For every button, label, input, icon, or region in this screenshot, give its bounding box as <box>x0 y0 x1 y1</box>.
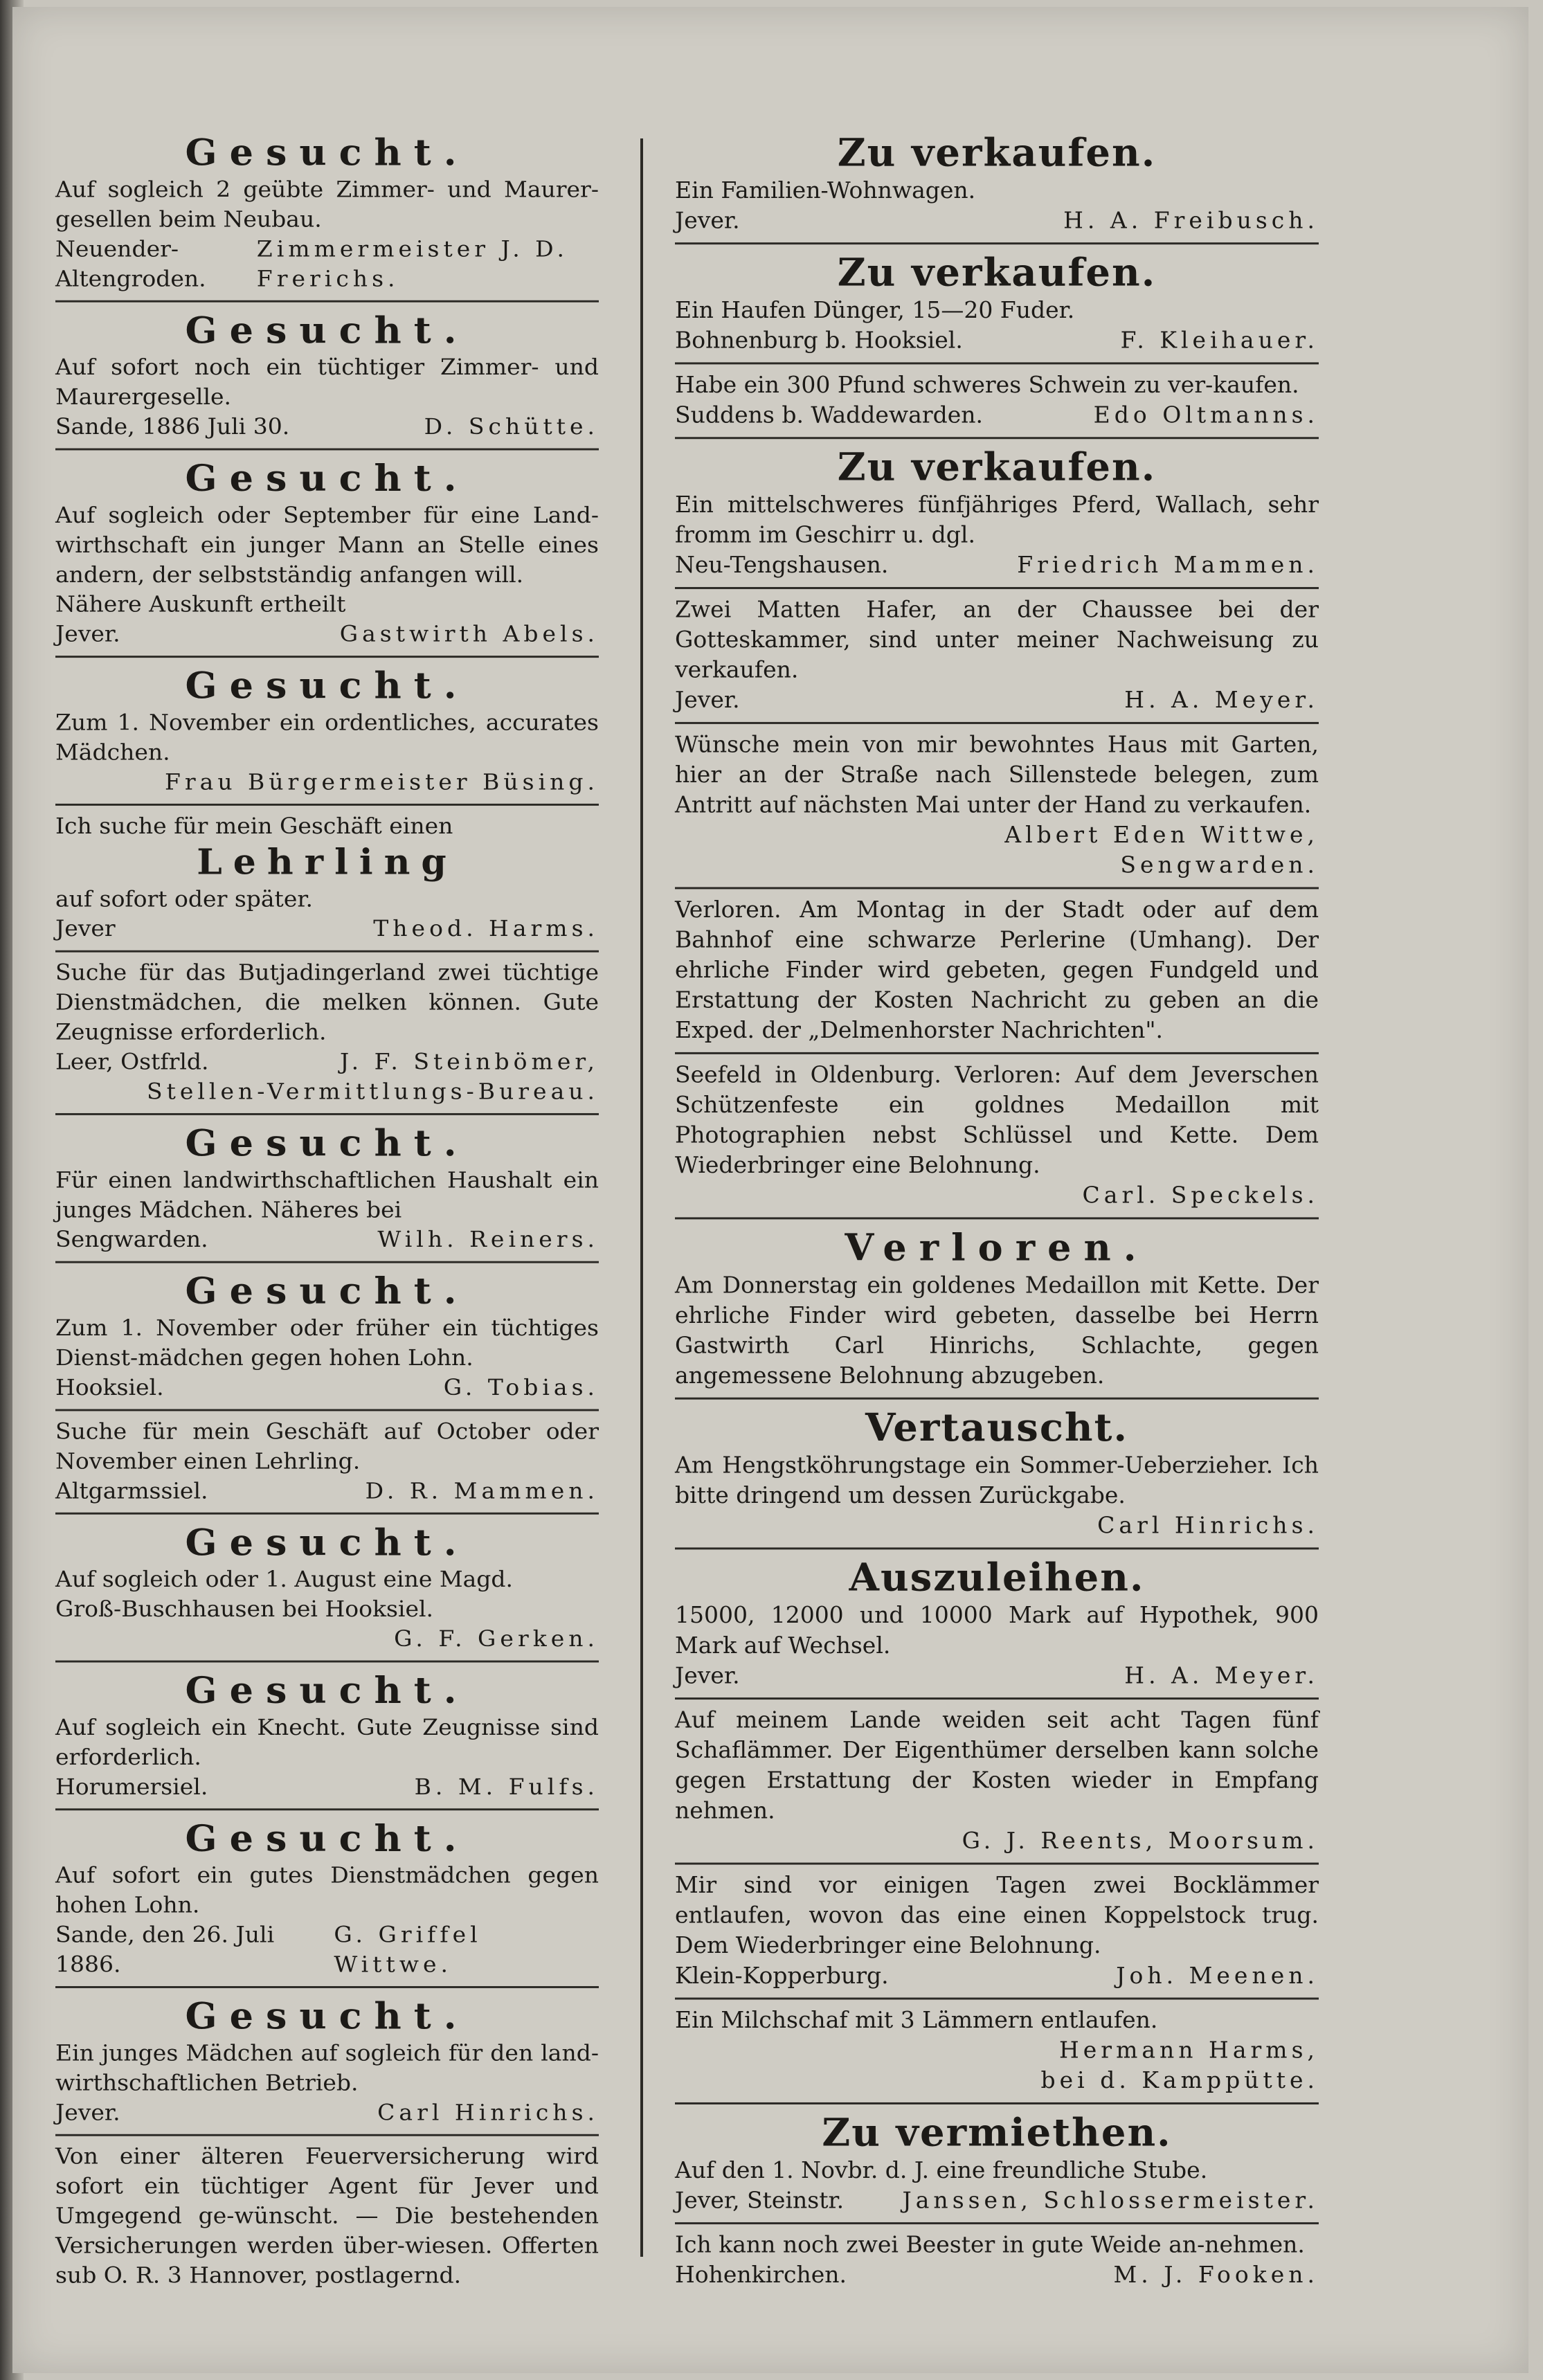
advertisement <box>55 804 599 950</box>
ad-heading: Zu verkaufen. <box>837 250 1157 296</box>
ad-text: Auf sogleich oder 1. August eine Magd. <box>55 1565 514 1592</box>
ad-signature-row <box>675 1661 1319 1691</box>
advertisement <box>55 1986 599 2134</box>
ad-place: Jever. <box>55 620 120 647</box>
ad-intro: Ich suche für mein Geschäft einen <box>55 812 453 839</box>
ad-heading: Gesucht. <box>185 1668 469 1712</box>
ad-text: Suche für das Butjadingerland zwei tüchtige Dienstmädchen, die melken können. Gute Zeugnisse erforderlich. <box>55 959 599 1045</box>
ad-signature-row <box>675 1825 1319 1856</box>
ad-place: Horumersiel. <box>55 1773 208 1800</box>
ad-heading: Gesucht. <box>185 1994 469 2038</box>
advertisement <box>55 1808 599 1986</box>
ad-text-extra: Nähere Auskunft ertheilt <box>55 591 346 617</box>
ad-text: Auf sogleich ein Knecht. Gute Zeugnisse sind erforderlich. <box>55 1713 599 1770</box>
ad-place: Bohnenburg b. Hooksiel. <box>675 326 963 354</box>
ad-signature: H. A. Meyer. <box>1124 1661 1319 1689</box>
ad-signature: Joh. Meenen. <box>1116 1962 1319 1989</box>
advertisement <box>675 887 1319 1052</box>
advertisement <box>675 125 1319 242</box>
ad-signature-row <box>55 1047 599 1076</box>
ad-heading: Verloren. <box>845 1225 1149 1270</box>
ad-signature-row <box>675 206 1319 236</box>
ad-signature-extra: Sengwarden. <box>1120 851 1319 878</box>
advertisement <box>55 950 599 1113</box>
ad-text: Am Donnerstag ein goldenes Medaillon mit Kette. Der ehrliche Finder wird gebeten, dasselbe bei Herrn Gastwirth Carl Hinrichs, Schlachte, gegen angemessene Belohnung abzugeben. <box>675 1271 1319 1389</box>
ad-heading: Gesucht. <box>185 130 469 174</box>
advertisement <box>675 1398 1319 1548</box>
ad-text: Am Hengstköhrungstage ein Sommer-Ueberzieher. Ich bitte dringend um dessen Zurückgabe. <box>675 1451 1319 1508</box>
ad-place: Jever. <box>675 686 740 714</box>
advertisement <box>55 300 599 449</box>
ad-heading: Lehrling <box>197 841 458 883</box>
ad-signature-row <box>675 2035 1319 2066</box>
ad-signature: Edo Oltmanns. <box>1093 401 1319 429</box>
advertisement <box>55 449 599 656</box>
ad-signature-row <box>55 1920 599 1979</box>
ad-text: Mir sind vor einigen Tagen zwei Bocklämmer entlaufen, wovon das eine einen Koppelstock trug. Dem Wiederbringer eine Belohnung. <box>675 1871 1319 1959</box>
ad-heading: Gesucht. <box>185 308 469 352</box>
ad-signature: G. Tobias. <box>443 1373 599 1400</box>
ad-signature-extra: bei d. Kamppütte. <box>1040 2066 1319 2094</box>
ad-signature-row <box>675 1511 1319 1541</box>
ad-place: Neu-Tengshausen. <box>675 551 889 579</box>
advertisement <box>55 1661 599 1809</box>
ad-signature: G. Griffel Wittwe. <box>334 1921 482 1978</box>
ad-signature: B. M. Fulfs. <box>414 1773 599 1800</box>
advertisement <box>55 1113 599 1261</box>
ad-heading: Vertauscht. <box>865 1405 1128 1450</box>
ad-place: Suddens b. Waddewarden. <box>675 401 984 429</box>
ad-place: Klein-Kopperburg. <box>675 1962 889 1989</box>
ad-text: Auf sofort noch ein tüchtiger Zimmer- und Maurergeselle. <box>55 353 599 410</box>
advertisement <box>55 656 599 804</box>
ad-text: Zum 1. November ein ordentliches, accurates Mädchen. <box>55 709 599 766</box>
ad-place: Neuender-Altengroden. <box>55 235 206 292</box>
ad-text-extra: Groß-Buschhausen bei Hooksiel. <box>55 1595 434 1622</box>
ad-signature-row <box>55 767 599 797</box>
ad-place: Jever. <box>675 1661 740 1689</box>
ad-signature: J. F. Steinbömer, <box>339 1048 599 1075</box>
ad-text: Ein Milchschaf mit 3 Lämmern entlaufen. <box>675 2006 1158 2034</box>
advertisement <box>55 125 599 300</box>
ad-signature: Carl. Speckels. <box>1082 1181 1319 1209</box>
ad-heading: Gesucht. <box>185 1520 469 1564</box>
ad-signature: Frau Bürgermeister Büsing. <box>164 768 599 795</box>
ad-signature-row <box>675 2185 1319 2216</box>
advertisement <box>675 242 1319 362</box>
ad-signature: G. J. Reents, Moorsum. <box>962 1827 1319 1854</box>
ad-heading: Gesucht. <box>185 456 469 500</box>
ad-heading: Zu vermiethen. <box>822 2109 1172 2156</box>
ad-signature: Friedrich Mammen. <box>1017 551 1319 579</box>
ad-heading: Zu verkaufen. <box>837 129 1157 176</box>
ad-signature-row <box>675 550 1319 581</box>
ad-signature-row <box>675 685 1319 715</box>
advertisement <box>675 437 1319 587</box>
ad-signature-row <box>55 2098 599 2127</box>
ad-heading: Gesucht. <box>185 1816 469 1860</box>
ad-signature-row <box>55 619 599 649</box>
ad-signature: Albert Eden Wittwe, <box>1004 821 1319 849</box>
ad-heading: Gesucht. <box>185 1121 469 1165</box>
ad-text: Ein Familien-Wohnwagen. <box>675 177 976 204</box>
ad-place: Jever. <box>675 206 740 234</box>
ad-text: Wünsche mein von mir bewohntes Haus mit Garten, hier an der Straße nach Sillenstede belegen, zum Antritt auf nächsten Mai unter der Hand zu verkaufen. <box>675 730 1319 818</box>
ad-signature-row <box>675 2260 1319 2291</box>
ad-text: Zum 1. November oder früher ein tüchtiges Dienst-mädchen gegen hohen Lohn. <box>55 1314 599 1371</box>
ad-place: Jever, Steinstr. <box>675 2186 845 2214</box>
ad-signature-row <box>55 412 599 442</box>
ad-place: Jever. <box>55 2099 120 2126</box>
ad-signature-row <box>55 234 599 294</box>
ad-text: auf sofort oder später. <box>55 885 313 912</box>
ad-text: Zwei Matten Hafer, an der Chaussee bei der Gotteskammer, sind unter meiner Nachweisung zu verkaufen. <box>675 595 1319 683</box>
ad-text: Auf sofort ein gutes Dienstmädchen gegen hohen Lohn. <box>55 1861 599 1918</box>
ad-signature: Gastwirth Abels. <box>339 620 599 647</box>
ad-text: 15000, 12000 und 10000 Mark auf Hypothek, 900 Mark auf Wechsel. <box>675 1601 1319 1659</box>
ad-place: Hohenkirchen. <box>675 2261 847 2289</box>
ad-text: Auf sogleich oder September für eine Land-wirthschaft ein junger Mann an Stelle eines andern, der selbstständig anfangen will. <box>55 501 599 588</box>
ad-signature: D. Schütte. <box>424 413 599 440</box>
ad-text: Verloren. Am Montag in der Stadt oder auf dem Bahnhof eine schwarze Perlerine (Umhang). Der ehrliche Finder wird gebeten, gegen Fundgeld und Erstattung der Kosten Nachricht zu geben an die Exped. der „Delmenhorster Nachrichten". <box>675 896 1319 1044</box>
ad-signature-row <box>55 1772 599 1802</box>
ad-signature-row <box>675 820 1319 850</box>
advertisement <box>675 2222 1319 2297</box>
advertisement <box>55 1513 599 1661</box>
ad-text: Für einen landwirthschaftlichen Haushalt ein junges Mädchen. Näheres bei <box>55 1166 599 1223</box>
column-divider <box>640 138 643 2257</box>
ad-text: Auf sogleich 2 geübte Zimmer- und Maurer-gesellen beim Neubau. <box>55 176 599 233</box>
ad-text: Ein Haufen Dünger, 15—20 Fuder. <box>675 296 1075 323</box>
ad-place: Altgarmssiel. <box>55 1477 208 1504</box>
ad-place: Sengwarden. <box>55 1225 208 1253</box>
ad-place: Hooksiel. <box>55 1373 164 1400</box>
ad-text: Ein junges Mädchen auf sogleich für den land-wirthschaftlichen Betrieb. <box>55 2039 599 2096</box>
ad-signature-row <box>675 400 1319 431</box>
ad-text: Seefeld in Oldenburg. Verloren: Auf dem Jeverschen Schützenfeste ein goldnes Medaillon mit Photographien nebst Schlüssel und Kette. Dem Wiederbringer eine Belohnung. <box>675 1061 1319 1178</box>
ad-signature-row <box>675 1180 1319 1211</box>
ad-signature-row <box>55 1624 599 1654</box>
ad-signature: Hermann Harms, <box>1059 2036 1319 2064</box>
advertisement <box>675 1052 1319 1217</box>
ad-signature-extra: Stellen-Vermittlungs-Bureau. <box>146 1078 599 1105</box>
right-column <box>675 125 1319 2297</box>
ad-signature: H. A. Meyer. <box>1124 686 1319 714</box>
ad-place: Sande, den 26. Juli 1886. <box>55 1921 275 1978</box>
ad-signature: Zimmermeister J. D. Frerichs. <box>256 235 568 292</box>
ad-heading: Gesucht. <box>185 663 469 707</box>
advertisement <box>675 1217 1319 1397</box>
ad-signature: Carl Hinrichs. <box>377 2099 599 2126</box>
advertisement <box>675 1863 1319 1998</box>
ad-text: Suche für mein Geschäft auf October oder November einen Lehrling. <box>55 1418 599 1475</box>
ad-heading: Zu verkaufen. <box>837 444 1157 490</box>
ad-signature: Carl Hinrichs. <box>1097 1511 1319 1539</box>
ad-signature: G. F. Gerken. <box>394 1625 599 1652</box>
ad-signature: Theod. Harms. <box>373 914 599 942</box>
advertisement <box>675 362 1319 437</box>
left-column <box>55 125 599 2297</box>
ad-signature: F. Kleihauer. <box>1120 326 1319 354</box>
advertisement <box>55 2134 599 2297</box>
ad-text: Ich kann noch zwei Beester in gute Weide an-nehmen. <box>675 2230 1305 2258</box>
ad-signature-row <box>55 1373 599 1403</box>
ad-heading: Gesucht. <box>185 1269 469 1313</box>
ad-text: Auf meinem Lande weiden seit acht Tagen fünf Schaflämmer. Der Eigenthümer derselben kann solche gegen Erstattung der Kosten wieder in Empfang nehmen. <box>675 1706 1319 1824</box>
ad-place: Jever <box>55 914 116 942</box>
ad-text: Auf den 1. Novbr. d. J. eine freundliche Stube. <box>675 2156 1208 2183</box>
ad-signature-row <box>675 1960 1319 1991</box>
ad-text: Ein mittelschweres fünfjähriges Pferd, Wallach, sehr fromm im Geschirr u. dgl. <box>675 491 1319 548</box>
ad-signature: Janssen, Schlossermeister. <box>902 2186 1319 2214</box>
ad-signature-row <box>55 914 599 944</box>
ad-signature: M. J. Fooken. <box>1113 2261 1319 2289</box>
advertisement <box>675 722 1319 887</box>
ad-signature-row <box>675 325 1319 356</box>
advertisement <box>55 1409 599 1512</box>
ad-text: Von einer älteren Feuerversicherung wird sofort ein tüchtiger Agent für Jever und Umgegend ge-wünscht. — Die bestehenden Versicherungen werden über-wiesen. Offerten sub O. R. 3 Hannover, postlagernd. <box>55 2143 599 2289</box>
ad-signature: D. R. Mammen. <box>365 1477 599 1504</box>
advertisement <box>675 587 1319 722</box>
ad-signature: H. A. Freibusch. <box>1063 206 1319 234</box>
advertisement <box>675 1547 1319 1697</box>
advertisement <box>55 1261 599 1409</box>
ad-heading: Auszuleihen. <box>849 1555 1145 1601</box>
advertisement <box>675 2102 1319 2222</box>
ad-place: Sande, 1886 Juli 30. <box>55 413 290 440</box>
ad-signature-row <box>55 1225 599 1254</box>
ad-text: Habe ein 300 Pfund schweres Schwein zu ver-kaufen. <box>675 371 1299 398</box>
ad-signature: Wilh. Reiners. <box>377 1225 599 1253</box>
ad-place: Leer, Ostfrld. <box>55 1048 209 1075</box>
advertisement <box>675 1697 1319 1862</box>
ad-signature-row <box>55 1476 599 1506</box>
advertisement <box>675 1998 1319 2102</box>
